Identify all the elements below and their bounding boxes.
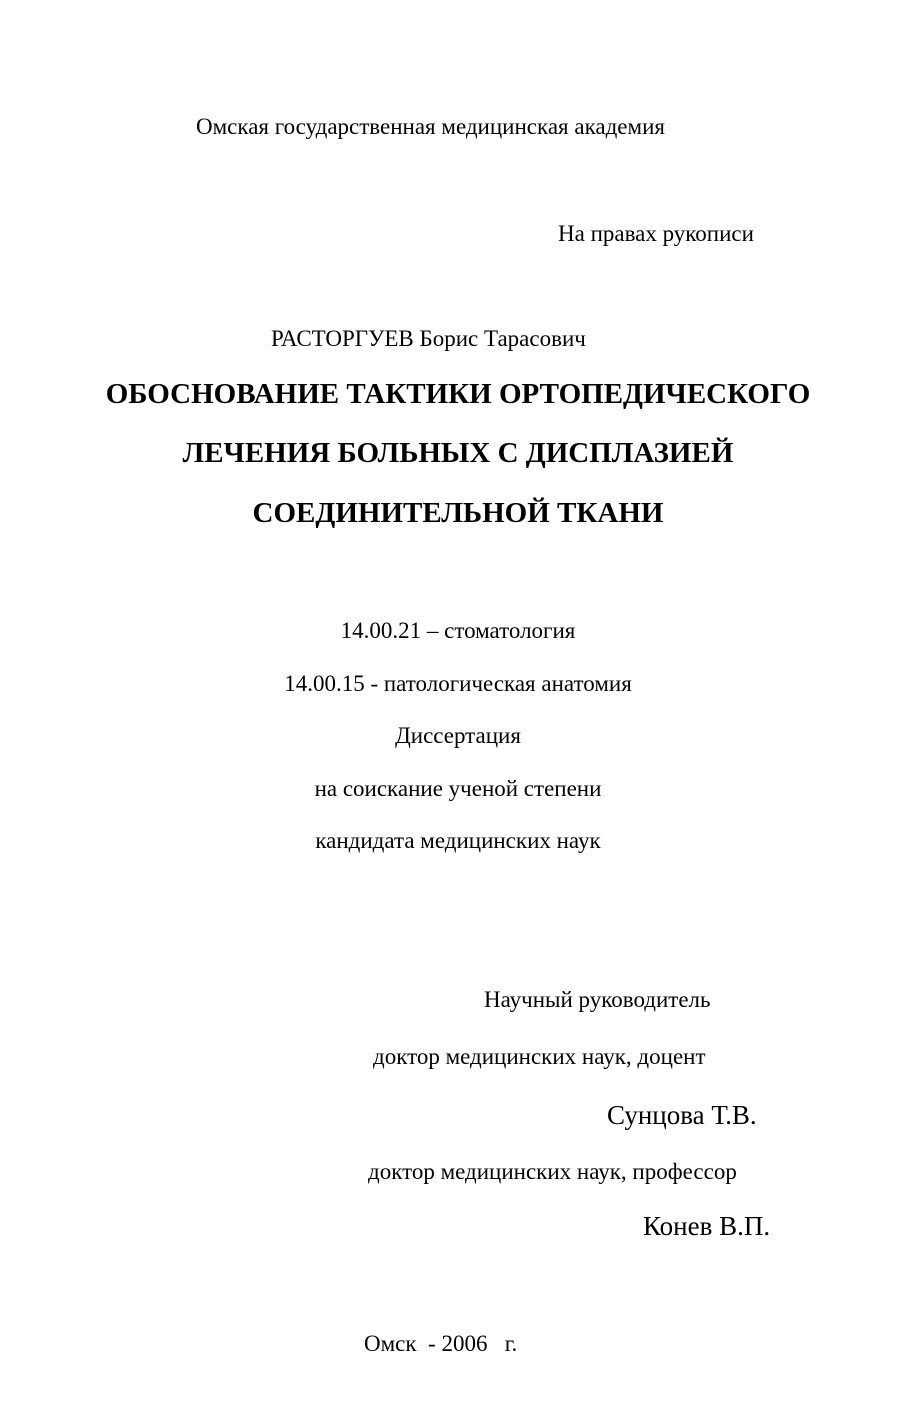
specialty-code-1: 14.00.21 – стоматология <box>340 618 576 643</box>
supervisor-2-credentials: доктор медицинских наук, профессор <box>368 1159 737 1184</box>
work-type: Диссертация <box>395 723 521 748</box>
degree-line-1: на соискание ученой степени <box>314 776 602 801</box>
supervisor-heading: Научный руководитель <box>484 987 711 1012</box>
supervisor-1-name: Сунцова Т.В. <box>607 1100 757 1130</box>
dissertation-title-line-1: ОБОСНОВАНИЕ ТАКТИКИ ОРТОПЕДИЧЕСКОГО <box>105 378 811 410</box>
supervisor-1-credentials: доктор медицинских наук, доцент <box>373 1044 706 1069</box>
specialty-code-2: 14.00.15 - патологическая анатомия <box>284 671 632 696</box>
manuscript-note: На правах рукописи <box>558 221 754 246</box>
dissertation-title-line-3: СОЕДИНИТЕЛЬНОЙ ТКАНИ <box>252 497 664 529</box>
institution-name: Омская государственная медицинская академия <box>196 114 665 139</box>
author-name: РАСТОРГУЕВ Борис Тарасович <box>271 326 586 351</box>
place-and-year: Омск - 2006 г. <box>364 1331 518 1356</box>
supervisor-2-name: Конев В.П. <box>643 1211 771 1241</box>
degree-line-2: кандидата медицинских наук <box>315 828 601 853</box>
dissertation-title-line-2: ЛЕЧЕНИЯ БОЛЬНЫХ С ДИСПЛАЗИЕЙ <box>182 437 734 469</box>
